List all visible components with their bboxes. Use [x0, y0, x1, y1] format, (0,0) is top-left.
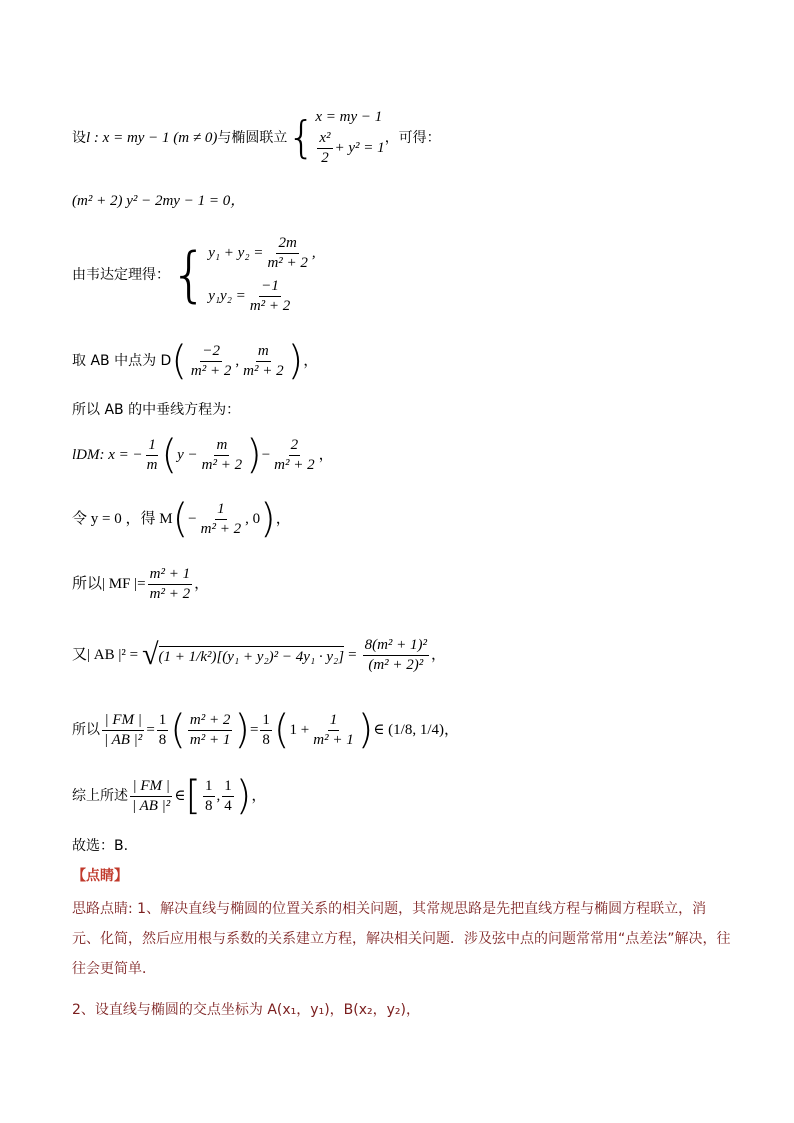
heading-text: 【点睛】: [72, 868, 128, 884]
line-substitution: [72, 106, 441, 170]
frac-num: −2: [200, 344, 222, 362]
paren-open: (: [171, 338, 187, 384]
paren-open: (: [172, 496, 189, 542]
frac-den: m² + 1: [313, 731, 354, 748]
line-vieta: [72, 232, 316, 318]
line-mf: 所以| MF |= $\frac{\text{m² + 1}}{\text{m² + 2}}$ ，: [72, 565, 210, 602]
frac-num: m² + 1: [148, 567, 192, 585]
paren-close: ): [287, 338, 304, 384]
line-midpoint: 取 AB 中点为 D ( $\frac{-2}{\text{m² + 2}}$ , $\frac{m}{\text{m² + 2}}$ ) ，: [72, 338, 319, 384]
line1-mid: 与椭圆联立: [217, 130, 288, 146]
paren-open: (: [161, 432, 178, 478]
frac-num: | FM |: [130, 779, 171, 797]
note-paragraph-1: [72, 894, 732, 984]
dm-l: l: [72, 446, 77, 463]
system-equations: [315, 110, 384, 166]
frac-den: | AB |²: [132, 797, 171, 814]
answer-text: 故选：B.: [72, 838, 129, 854]
vieta-sum-left: y₁ + y₂ =: [208, 245, 264, 261]
frac-den: m² + 2: [200, 520, 242, 537]
frac-den: m² + 2: [274, 456, 315, 473]
sqrt-content: (1 + 1/k²)[(y₁ + y₂)² − 4y₁ · y₂]: [159, 646, 345, 665]
line-quadratic: [72, 190, 245, 212]
frac-den: 4: [224, 797, 232, 814]
line-ratio: 所以 $\frac{| FM |}{\text{| AB |²}}$ = $\frac{1}{8}$ ( $\frac{\text{m² + 2}}{\text{m² + 1}}$ ) = $\frac{1}{8}$ ( 1 + $\frac{1}{\text{m² + 1}}$ ) ∈ (1/8, 1/4)，: [72, 707, 459, 753]
frac-num: m: [214, 438, 229, 456]
frac-num: 1: [328, 713, 340, 731]
vieta-product: [208, 279, 315, 314]
paren-open: (: [170, 707, 186, 753]
frac-den: 8: [205, 797, 213, 814]
frac-num: 2m: [276, 236, 298, 254]
frac-num: 1: [260, 713, 272, 731]
brace-icon: {: [170, 240, 209, 310]
midpoint-prefix: 取 AB 中点为 D: [72, 353, 172, 369]
frac-num: 1: [215, 502, 227, 520]
conclusion-prefix: 综上所述: [72, 788, 128, 804]
frac-num: 1: [157, 713, 169, 731]
vieta-sum: y₁ + y₂ = $\frac{2m}{\text{m² + 2}}$ ,: [208, 235, 316, 271]
frac-den: 8: [158, 731, 167, 748]
ratio-range: ∈ (1/8, 1/4)，: [373, 721, 459, 738]
frac-den: m² + 2: [249, 298, 291, 314]
paren-close: ): [235, 773, 252, 819]
frac-den: m² + 1: [189, 731, 231, 748]
vieta-product-left: y₁y₂ =: [208, 288, 246, 304]
frac-num: m: [256, 344, 271, 362]
paren-close: ): [357, 707, 374, 753]
section-heading: [72, 866, 128, 886]
frac-num: 1: [146, 438, 158, 456]
frac-num: −1: [259, 279, 281, 297]
frac-den: m² + 2: [201, 456, 243, 473]
frac-num: | FM |: [102, 713, 143, 731]
line1-formula: l : x = my − 1 (m ≠ 0): [86, 129, 218, 146]
note-text-1: 思路点睛: 1、解决直线与椭圆的位置关系的相关问题，其常规思路是先把直线方程与椭圆方程联立，消元、化简，然后应用根与系数的关系建立方程，解决相关问题．涉及弦中点的问题常常用“点差法”解决，往往会更简单．: [72, 901, 731, 977]
point-m-prefix: 令 y = 0 ，得 M: [72, 510, 173, 527]
frac-num: x²: [317, 131, 332, 149]
system-eq-b-rest: + y² = 1: [334, 140, 385, 156]
mf-prefix: 所以| MF |=: [72, 575, 146, 592]
dm-minus: −: [261, 446, 271, 463]
frac-num: m² + 2: [188, 713, 232, 731]
paren-close: ): [246, 432, 262, 478]
frac-den: m² + 2: [243, 362, 284, 379]
frac-num: 1: [222, 779, 234, 797]
paren-close: ): [234, 707, 250, 753]
system-eq-a: x = my − 1: [315, 109, 383, 125]
frac-num: 2: [289, 438, 301, 456]
frac-den: m² + 2: [190, 362, 232, 379]
frac-num: 8(m² + 1)²: [363, 638, 429, 656]
frac-den: | AB |²: [104, 731, 143, 748]
frac-den: m² + 2: [149, 585, 191, 602]
paren-close: ): [260, 496, 276, 542]
line1-prefix: 设: [72, 130, 86, 146]
note-text-2: 2、设直线与椭圆的交点坐标为 A(x₁，y₁)，B(x₂，y₂)，: [72, 1002, 420, 1018]
dm-y: y −: [177, 446, 198, 463]
line-ab-squared: 又| AB |² = √ (1 + 1/k²)[(y₁ + y₂)² − 4y₁ · y₂] = $\frac{\text{8(m² + 1)²}}{\text{(m² + 2)²}}$ ，: [72, 636, 447, 673]
system-eq-b: [315, 131, 384, 166]
vieta-prefix: 由韦达定理得：: [72, 267, 170, 283]
line-answer: [72, 836, 128, 856]
line-dm-equation: l DM : x = − $\frac{1}{m}$ ( y − $\frac{m}{\text{m² + 2}}$ ) − $\frac{2}{\text{m² + 2}}$ ，: [72, 432, 334, 478]
perp-bisector-text: 所以 AB 的中垂线方程为：: [72, 402, 241, 418]
frac-den: 8: [262, 731, 270, 748]
bracket-open: [: [185, 773, 202, 819]
line-perp-bisector-label: [72, 400, 240, 420]
dm-eq: : x = −: [99, 446, 143, 463]
sqrt-icon: √: [142, 638, 159, 671]
frac-num: 1: [203, 779, 215, 797]
dm-sub: DM: [76, 446, 100, 463]
line-point-m: 令 y = 0 ，得 M ( − $\frac{1}{\text{m² + 2}}$ , 0 ) ，: [72, 496, 291, 542]
ab-prefix: 又| AB |² =: [72, 646, 139, 663]
brace-icon: {: [287, 112, 316, 163]
note-paragraph-2: [72, 995, 732, 1025]
frac-den: 2: [321, 150, 329, 166]
vieta-system: [208, 236, 315, 314]
ratio-prefix: 所以: [72, 722, 100, 738]
frac-den: (m² + 2)²: [368, 656, 424, 673]
line1-suffix: ，可得：: [384, 130, 441, 146]
quadratic-eq: (m² + 2) y² − 2my − 1 = 0，: [72, 192, 246, 209]
frac-den: m² + 2: [267, 255, 308, 271]
line-conclusion: 综上所述 $\frac{| FM |}{\text{| AB |²}}$ ∈ [ $\frac{1}{8}$ , $\frac{1}{4}$ ) ，: [72, 773, 267, 819]
paren-open: (: [273, 707, 290, 753]
frac-den: m: [146, 456, 158, 473]
